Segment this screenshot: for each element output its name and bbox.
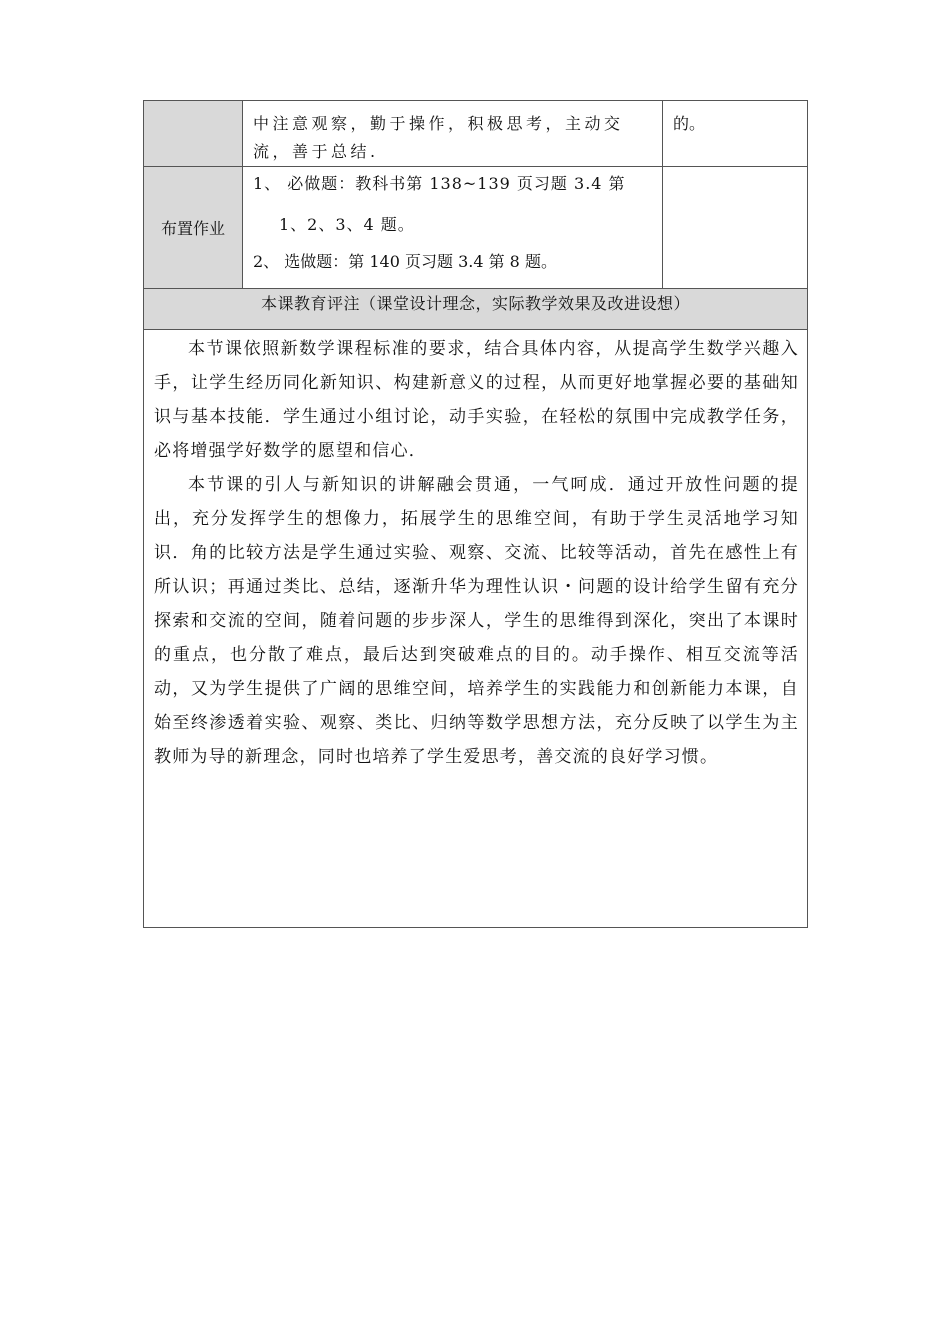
evaluation-body-row bbox=[144, 330, 808, 928]
continuation-row bbox=[144, 101, 808, 167]
lesson-plan-table bbox=[143, 100, 808, 928]
continuation-side-text: 的。 bbox=[673, 114, 706, 133]
homework-item-1-line-1: 1、 必做题：教科书第 138~139 页习题 3.4 第 bbox=[253, 174, 626, 193]
continuation-side-cell bbox=[663, 101, 808, 167]
homework-item-2: 2、 选做题：第 140 页习题 3.4 第 8 题。 bbox=[253, 252, 557, 271]
homework-label: 布置作业 bbox=[144, 167, 243, 289]
evaluation-paragraph-1: 本节课依照新数学课程标准的要求，结合具体内容，从提高学生数学兴趣入手，让学生经历同化新知识、构建新意义的过程，从而更好地掌握必要的基础知识与基本技能．学生通过小组讨论，动手实验，在轻松的氛围中完成教学任务，必将增强学好数学的愿望和信心． bbox=[154, 339, 799, 461]
homework-row bbox=[144, 167, 808, 289]
homework-content-cell bbox=[243, 167, 663, 289]
continuation-text: 中注意观察，勤于操作，积极思考，主动交流，善于总结. bbox=[253, 114, 624, 161]
evaluation-body-cell bbox=[144, 330, 808, 928]
homework-side-cell bbox=[663, 167, 808, 289]
evaluation-heading-row bbox=[144, 289, 808, 330]
evaluation-heading: 本课教育评注（课堂设计理念，实际教学效果及改进设想） bbox=[260, 294, 690, 313]
continuation-label-cell bbox=[144, 101, 243, 167]
homework-item-1-line-2: 1、2、3、4 题。 bbox=[279, 215, 415, 234]
evaluation-heading-cell bbox=[144, 289, 808, 330]
continuation-text-cell bbox=[243, 101, 663, 167]
evaluation-paragraph-2: 本节课的引人与新知识的讲解融会贯通，一气呵成．通过开放性问题的提出，充分发挥学生的想像力，拓展学生的思维空间，有助于学生灵活地学习知识．角的比较方法是学生通过实验、观察、交流、比较等活动，首先在感性上有所认识；再通过类比、总结，逐渐升华为理性认识・问题的设计给学生留有充分探索和交流的空间，随着问题的步步深人，学生的思维得到深化，突出了本课时的重点，也分散了难点，最后达到突破难点的目的。动手操作、相互交流等活动，又为学生提供了广阔的思维空间，培养学生的实践能力和创新能力本课，自始至终渗透着实验、观察、类比、归纳等数学思想方法，充分反映了以学生为主教师为导的新理念，同时也培养了学生爱思考，善交流的良好学习惯。 bbox=[154, 475, 799, 767]
